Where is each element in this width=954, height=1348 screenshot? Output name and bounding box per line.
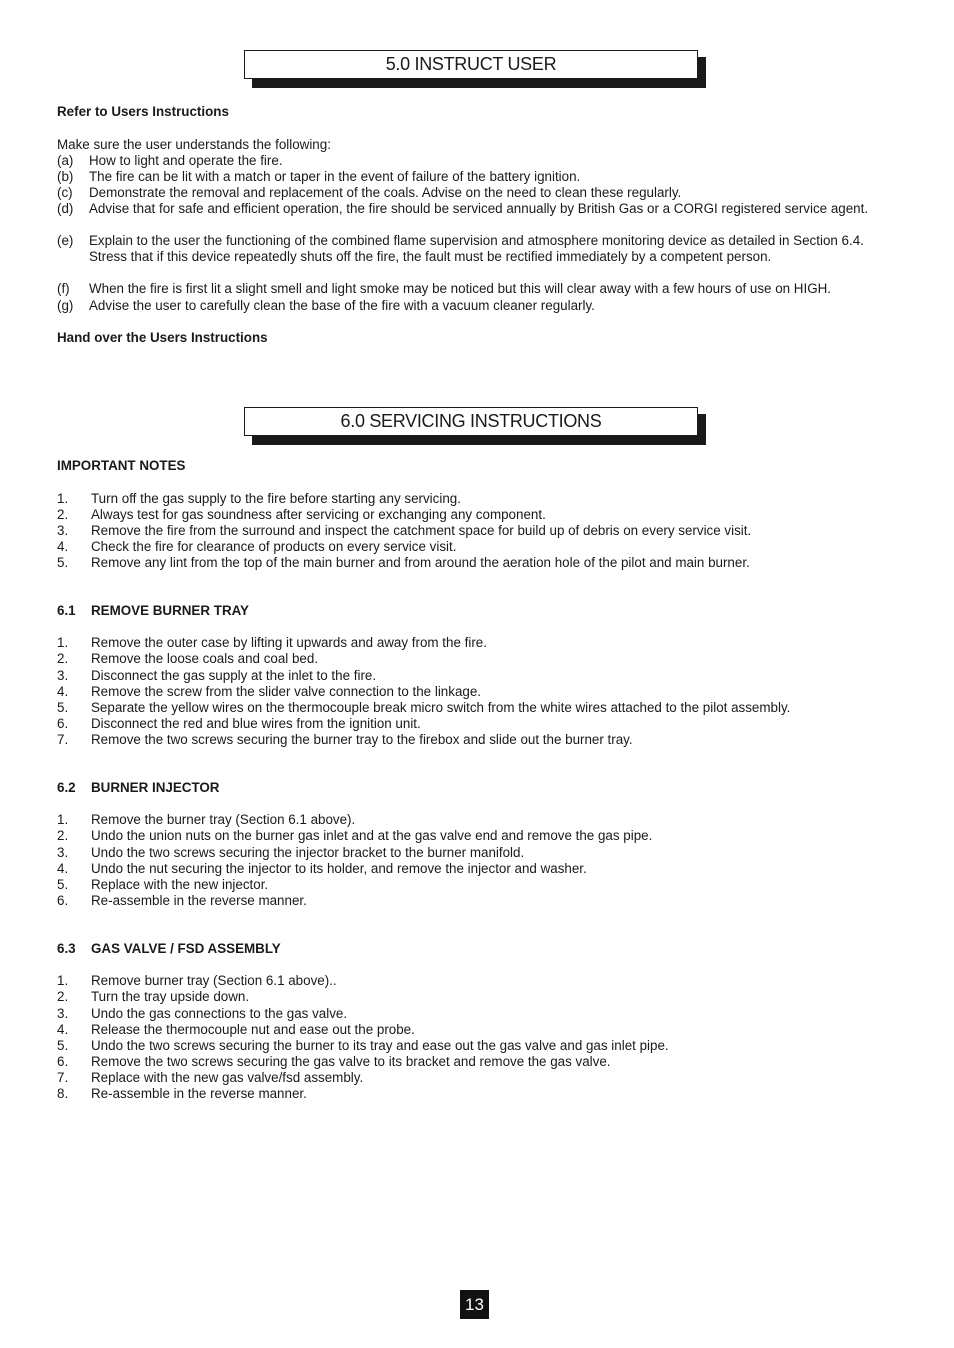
list-marker: 1.	[57, 812, 69, 827]
list-text: Remove the two screws securing the burner tray to the firebox and slide out the burner tray.	[91, 732, 633, 747]
list-item	[57, 1022, 897, 1038]
list-marker: 7.	[57, 732, 69, 747]
important-notes-heading: IMPORTANT NOTES	[57, 458, 186, 473]
list-text: Advise the user to carefully clean the base of the fire with a vacuum cleaner regularly.	[89, 298, 595, 313]
list-item	[57, 635, 897, 651]
list-marker: 6.	[57, 1054, 69, 1069]
list-text: When the fire is first lit a slight smell and light smoke may be noticed but this will clear away with a few hours of use on HIGH.	[89, 281, 832, 296]
list-item	[57, 684, 897, 700]
list-item	[57, 893, 897, 909]
list-marker: 1.	[57, 973, 69, 988]
list-marker: 4.	[57, 861, 69, 876]
handover-instructions: Hand over the Users Instructions	[57, 330, 268, 345]
list-text: Remove any lint from the top of the main burner and from around the aeration hole of the pilot and main burner.	[91, 555, 750, 570]
list-item	[57, 555, 897, 571]
list-text: How to light and operate the fire.	[89, 153, 283, 168]
list-marker: 2.	[57, 507, 69, 522]
list-item	[57, 1006, 897, 1022]
list-text: Check the fire for clearance of products on every service visit.	[91, 539, 457, 554]
list-marker: 5.	[57, 1038, 69, 1053]
list-marker: 2.	[57, 651, 69, 666]
list-marker: 4.	[57, 684, 69, 699]
list-item	[57, 1054, 897, 1070]
list-marker: 1.	[57, 491, 69, 506]
list-item	[57, 507, 897, 523]
list-item	[57, 185, 897, 201]
list-marker: 8.	[57, 1086, 69, 1101]
list-text: Undo the gas connections to the gas valve.	[91, 1006, 348, 1021]
list-marker: 5.	[57, 877, 69, 892]
list-marker: (c)	[57, 185, 73, 200]
list-text: Replace with the new gas valve/fsd assembly.	[91, 1070, 364, 1085]
list-marker: 1.	[57, 635, 69, 650]
list-marker: 6.	[57, 893, 69, 908]
list-marker: 5.	[57, 700, 69, 715]
list-marker: 4.	[57, 1022, 69, 1037]
list-text: Advise that for safe and efficient operation, the fire should be serviced annually by British Gas or a CORGI registered service agent.	[89, 201, 869, 216]
list-marker: 3.	[57, 668, 69, 683]
list-marker: (d)	[57, 201, 74, 216]
section-6-header	[244, 407, 706, 445]
list-marker: 7.	[57, 1070, 69, 1085]
list-item	[57, 716, 897, 732]
list-item	[57, 281, 897, 297]
list-marker: 2.	[57, 828, 69, 843]
list-text: Remove the two screws securing the gas valve to its bracket and remove the gas valve.	[91, 1054, 611, 1069]
list-text: Turn the tray upside down.	[91, 989, 250, 1004]
section-number: 6.2	[57, 780, 76, 795]
section-6-1-heading	[57, 603, 249, 619]
list-text: Disconnect the gas supply at the inlet to the fire.	[91, 668, 377, 683]
list-item	[57, 523, 897, 539]
list-text: Undo the nut securing the injector to its holder, and remove the injector and washer.	[91, 861, 587, 876]
list-marker: 2.	[57, 989, 69, 1004]
section-6-3-heading	[57, 941, 281, 957]
list-item	[57, 539, 897, 555]
list-item	[57, 861, 897, 877]
section-6-title: 6.0 SERVICING INSTRUCTIONS	[244, 407, 698, 436]
section-heading-text: GAS VALVE / FSD ASSEMBLY	[91, 941, 281, 956]
list-text: Replace with the new injector.	[91, 877, 269, 892]
list-text: Undo the two screws securing the injector bracket to the burner manifold.	[91, 845, 525, 860]
list-item	[57, 153, 897, 169]
list-item	[57, 233, 897, 265]
list-text: Explain to the user the functioning of the combined flame supervision and atmosphere monitoring device as detailed in Section 6.4. Stress that if this device repeatedly shuts off the fire, the fault must be rectified immediately by a competent person.	[89, 233, 864, 264]
list-text: Demonstrate the removal and replacement of the coals. Advise on the need to clean these regularly.	[89, 185, 682, 200]
list-marker: 6.	[57, 716, 69, 731]
section-number: 6.3	[57, 941, 76, 956]
list-item	[57, 491, 897, 507]
list-text: The fire can be lit with a match or taper in the event of failure of the battery ignition.	[89, 169, 581, 184]
list-item	[57, 1086, 897, 1102]
section-number: 6.1	[57, 603, 76, 618]
list-marker: (f)	[57, 281, 70, 296]
list-item	[57, 201, 897, 217]
list-marker: (g)	[57, 298, 74, 313]
section-heading-text: REMOVE BURNER TRAY	[91, 603, 249, 618]
list-text: Separate the yellow wires on the thermocouple break micro switch from the white wires attached to the pilot assembly.	[91, 700, 791, 715]
list-text: Remove the outer case by lifting it upwards and away from the fire.	[91, 635, 487, 650]
list-item	[57, 668, 897, 684]
section-5-title: 5.0 INSTRUCT USER	[244, 50, 698, 79]
list-text: Remove the burner tray (Section 6.1 above).	[91, 812, 356, 827]
list-marker: (a)	[57, 153, 74, 168]
list-marker: 5.	[57, 555, 69, 570]
list-text: Remove the loose coals and coal bed.	[91, 651, 319, 666]
list-item	[57, 700, 897, 716]
list-marker: 3.	[57, 1006, 69, 1021]
list-text: Always test for gas soundness after servicing or exchanging any component.	[91, 507, 546, 522]
list-marker: (b)	[57, 169, 74, 184]
list-text: Disconnect the red and blue wires from the ignition unit.	[91, 716, 421, 731]
refer-instructions: Refer to Users Instructions	[57, 104, 229, 119]
list-item	[57, 1038, 897, 1054]
list-item	[57, 298, 897, 314]
list-item	[57, 877, 897, 893]
list-item	[57, 651, 897, 667]
list-marker: 4.	[57, 539, 69, 554]
list-item	[57, 845, 897, 861]
list-item	[57, 973, 897, 989]
list-item	[57, 828, 897, 844]
list-text: Turn off the gas supply to the fire before starting any servicing.	[91, 491, 461, 506]
list-item	[57, 989, 897, 1005]
list-text: Re-assemble in the reverse manner.	[91, 1086, 307, 1101]
list-item	[57, 732, 897, 748]
list-text: Remove burner tray (Section 6.1 above)..	[91, 973, 337, 988]
list-item	[57, 169, 897, 185]
list-text: Remove the fire from the surround and inspect the catchment space for build up of debris on every service visit.	[91, 523, 752, 538]
page-number: 13	[460, 1290, 489, 1319]
list-text: Re-assemble in the reverse manner.	[91, 893, 307, 908]
section-5-header	[244, 50, 706, 88]
section-heading-text: BURNER INJECTOR	[91, 780, 220, 795]
list-text: Release the thermocouple nut and ease out the probe.	[91, 1022, 415, 1037]
list-text: Undo the two screws securing the burner to its tray and ease out the gas valve and gas inlet pipe.	[91, 1038, 669, 1053]
section-6-2-heading	[57, 780, 219, 796]
intro-text: Make sure the user understands the following:	[57, 137, 331, 152]
list-marker: (e)	[57, 233, 74, 248]
list-text: Undo the union nuts on the burner gas inlet and at the gas valve end and remove the gas pipe.	[91, 828, 653, 843]
list-item	[57, 1070, 897, 1086]
list-item	[57, 812, 897, 828]
list-marker: 3.	[57, 523, 69, 538]
list-marker: 3.	[57, 845, 69, 860]
list-text: Remove the screw from the slider valve connection to the linkage.	[91, 684, 482, 699]
